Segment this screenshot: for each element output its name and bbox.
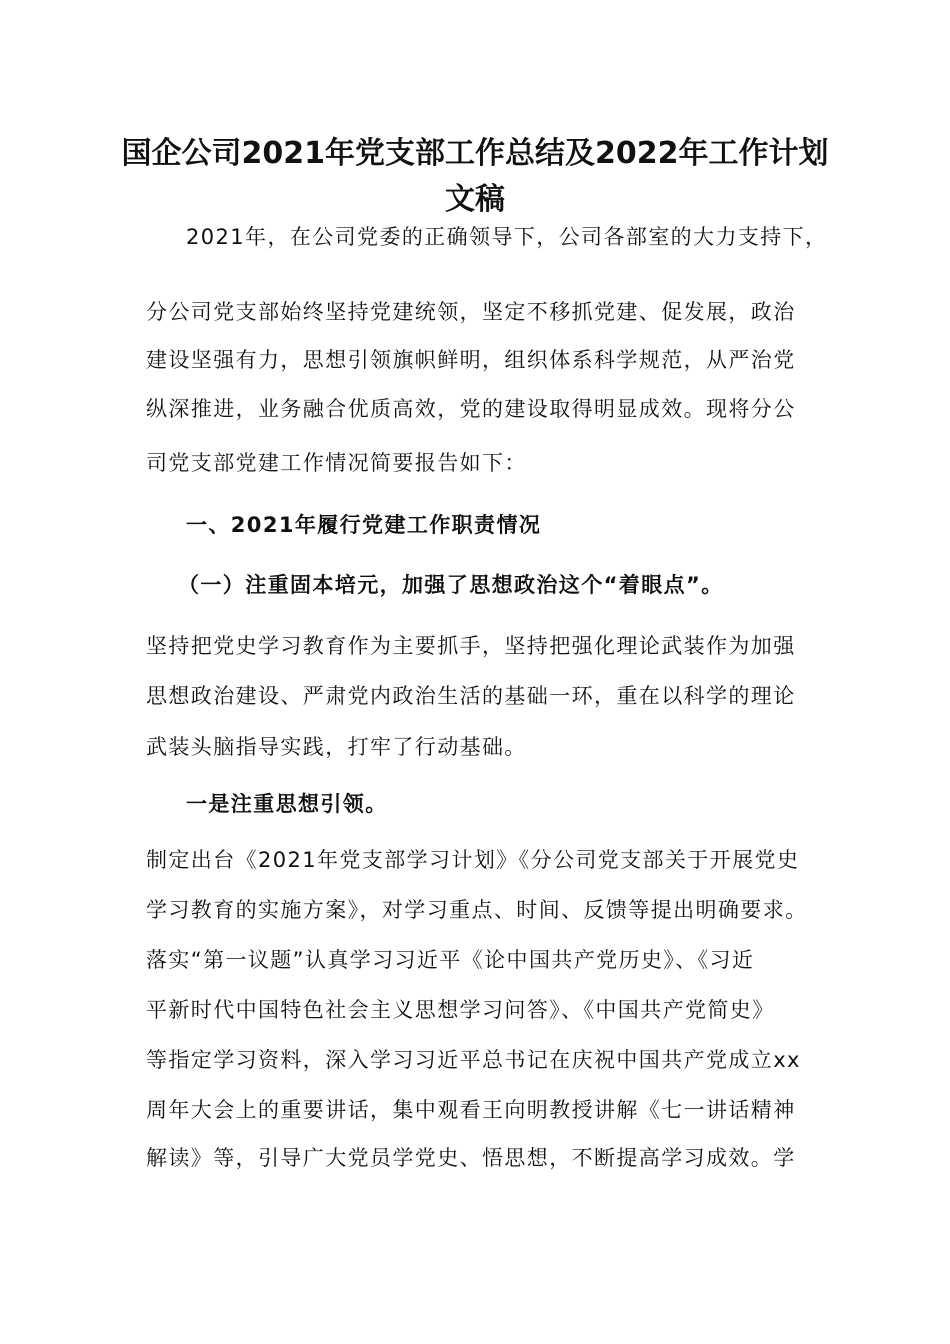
- point-heading-1: 一是注重思想引领。: [186, 792, 388, 816]
- intro-line-4: 纵深推进，业务融合优质高效，党的建设取得明显成效。现将分公: [146, 397, 796, 421]
- para1-line-1: 坚持把党史学习教育作为主要抓手，坚持把强化理论武装作为加强: [146, 634, 796, 658]
- document-title-line-1: 国企公司2021年党支部工作总结及2022年工作计划: [121, 136, 829, 171]
- intro-line-5: 司党支部党建工作情况简要报告如下：: [146, 451, 527, 475]
- document-title-line-2: 文稿: [445, 182, 505, 217]
- para2-line-3: 落实“第一议题”认真学习习近平《论中国共产党历史》、《习近: [146, 948, 755, 972]
- para2-line-2: 学习教育的实施方案》，对学习重点、时间、反馈等提出明确要求。: [146, 898, 808, 922]
- section-heading-1: 一、2021年履行党建工作职责情况: [186, 513, 542, 537]
- para1-line-3: 武装头脑指导实践，打牢了行动基础。: [146, 735, 527, 759]
- para1-line-2: 思想政治建设、严肃党内政治生活的基础一环，重在以科学的理论: [146, 684, 796, 708]
- intro-line-1: 2021年，在公司党委的正确领导下，公司各部室的大力支持下，: [186, 225, 828, 249]
- intro-line-2: 分公司党支部始终坚持党建统领，坚定不移抓党建、促发展，政治: [146, 300, 796, 324]
- intro-line-3: 建设坚强有力，思想引领旗帜鲜明，组织体系科学规范，从严治党: [146, 348, 796, 372]
- para2-line-6: 周年大会上的重要讲话，集中观看王向明教授讲解《七一讲话精神: [146, 1098, 796, 1122]
- para2-line-1: 制定出台《2021年党支部学习计划》《分公司党支部关于开展党史: [146, 848, 800, 872]
- para2-line-5: 等指定学习资料，深入学习习近平总书记在庆祝中国共产党成立xx: [146, 1048, 801, 1072]
- para2-line-7: 解读》等，引导广大党员学党史、悟思想，不断提高学习成效。学: [146, 1146, 796, 1170]
- para2-line-4: 平新时代中国特色社会主义思想学习问答》、《中国共产党简史》: [146, 998, 775, 1022]
- subsection-heading-1: （一）注重固本培元，加强了思想政治这个“着眼点”。: [178, 573, 724, 597]
